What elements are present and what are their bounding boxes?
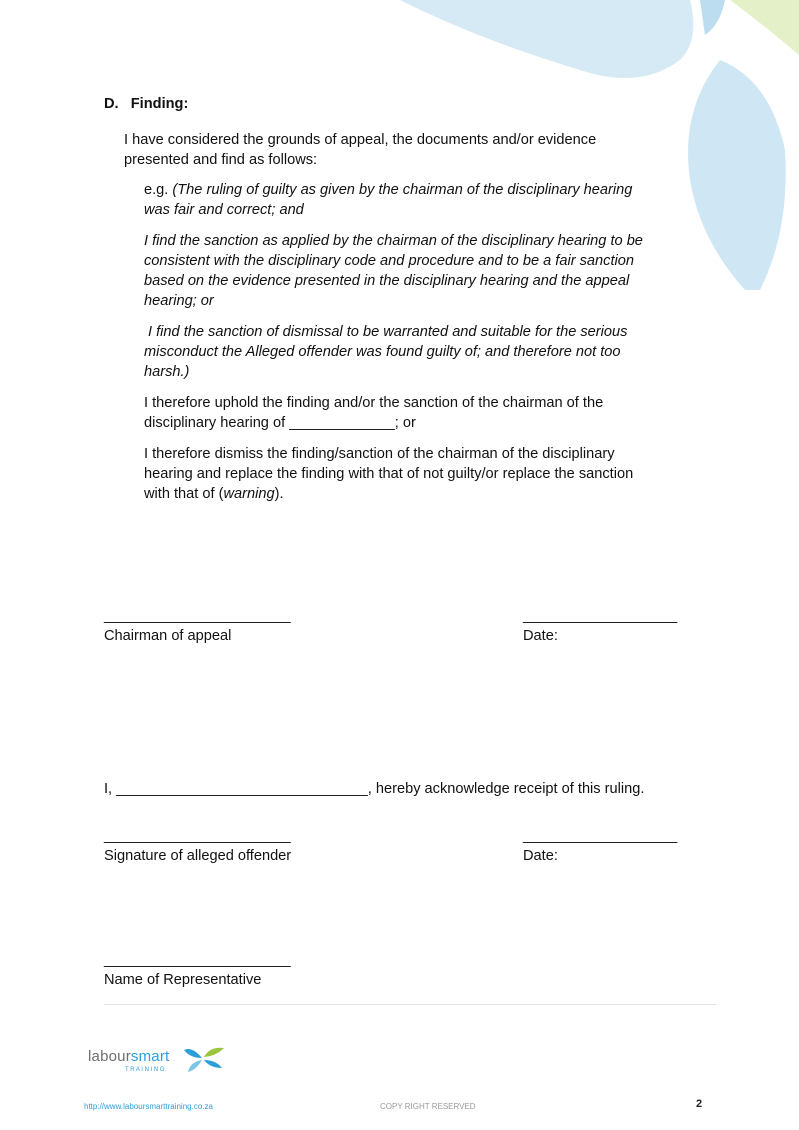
example-line-1 [144, 180, 632, 200]
uphold-line-2: disciplinary hearing of _____________; or [144, 415, 416, 431]
chairman-signature-line: _______________________ [104, 608, 291, 624]
chairman-date-label: Date: [523, 628, 558, 644]
logo-text-labour: labour [88, 1048, 131, 1065]
section-letter: D. [104, 96, 119, 112]
sanction-para-line-4: hearing; or [144, 293, 214, 309]
logo-subtitle: T R A I N I N G [125, 1067, 165, 1073]
sanction-para-line-1: I find the sanction as applied by the chairman of the disciplinary hearing to be [144, 233, 643, 249]
footer-url-link[interactable]: http://www.laboursmarttraining.co.za [84, 1102, 213, 1111]
dismissal-para-line-3: harsh.) [144, 364, 190, 380]
sanction-para-line-2: consistent with the disciplinary code and procedure and to be a fair sanction [144, 253, 634, 269]
section-title: Finding: [130, 96, 189, 112]
dismissal-para-line-2: misconduct the Alleged offender was found guilty of; and therefore not too [144, 344, 621, 360]
sanction-para-line-3: based on the evidence presented in the disciplinary hearing and the appeal [144, 273, 630, 289]
offender-label: Signature of alleged offender [104, 848, 292, 864]
acknowledgement-text: I, _______________________________, hereby acknowledge receipt of this ruling. [104, 781, 645, 797]
logo-pinwheel-icon [180, 1044, 228, 1074]
intro-line-2: presented and find as follows: [124, 152, 318, 168]
page-number: 2 [696, 1098, 703, 1110]
offender-signature-line: _______________________ [104, 828, 291, 844]
example-line-2: was fair and correct; and [144, 202, 304, 218]
dismiss-line-1: I therefore dismiss the finding/sanction of the chairman of the disciplinary [144, 446, 615, 462]
example-prefix: e.g. [144, 182, 169, 198]
offender-date-label: Date: [523, 848, 558, 864]
intro-line-1: I have considered the grounds of appeal, the documents and/or evidence [124, 132, 597, 148]
footer-divider [104, 1004, 716, 1005]
dismiss-line-2: hearing and replace the finding with that of not guilty/or replace the sanction [144, 466, 634, 482]
example-text: (The ruling of guilty as given by the chairman of the disciplinary hearing [172, 182, 633, 198]
logo-text-smart: smart [130, 1048, 170, 1065]
representative-label: Name of Representative [104, 972, 262, 988]
chairman-label: Chairman of appeal [104, 628, 232, 644]
uphold-line-1: I therefore uphold the finding and/or the sanction of the chairman of the [144, 395, 604, 411]
dismiss-line-3: with that of (warning). [144, 486, 284, 502]
offender-date-line: ___________________ [523, 828, 678, 844]
company-logo [88, 1048, 169, 1066]
footer-copyright: COPY RIGHT RESERVED [380, 1102, 476, 1111]
chairman-date-line: ___________________ [523, 608, 678, 624]
dismissal-para-line-1: I find the sanction of dismissal to be warranted and suitable for the serious [148, 324, 628, 340]
warning-text: warning [223, 486, 275, 502]
representative-signature-line: _______________________ [104, 952, 291, 968]
section-heading [104, 96, 188, 112]
